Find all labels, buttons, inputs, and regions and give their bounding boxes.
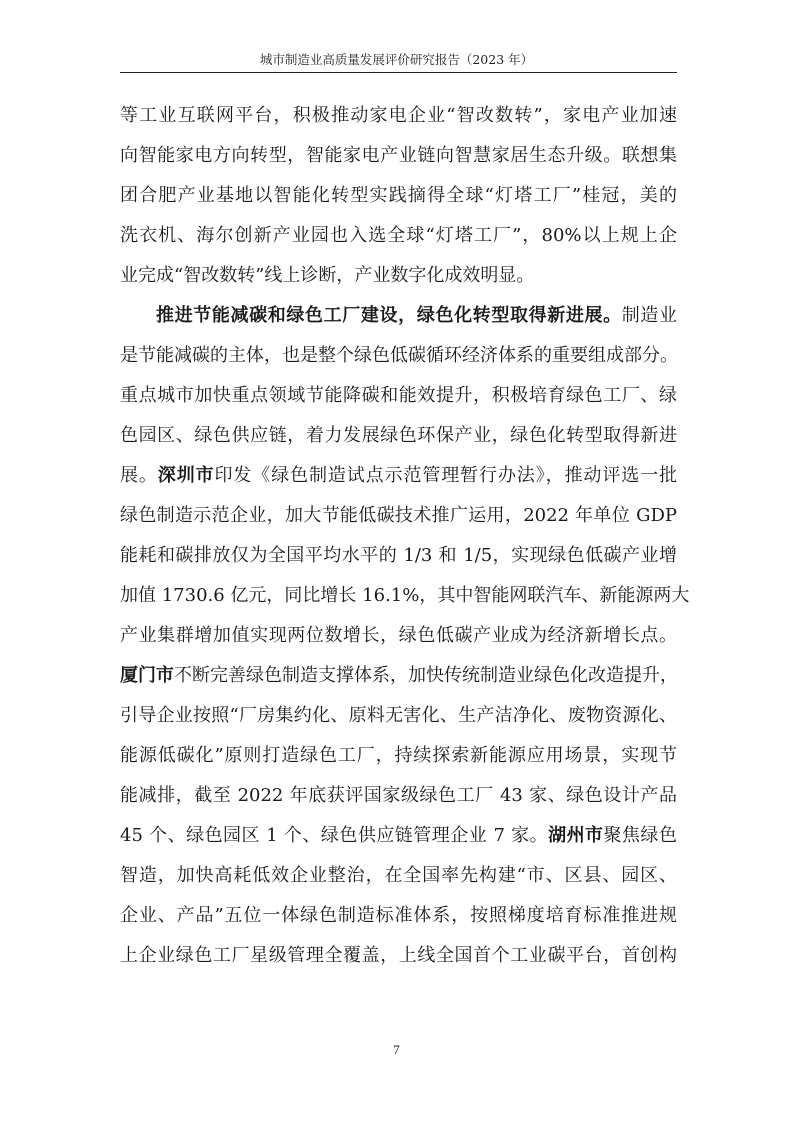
text-line xyxy=(120,416,677,456)
bold-phrase: 厦门市 xyxy=(120,665,174,686)
text-run: 印发《绿色制造试点示范管理暂行办法》，推动评选一批 xyxy=(214,465,678,486)
text-run: 重点城市加快重点领域节能降碳和能效提升，积极培育绿色工厂、绿 xyxy=(120,385,677,406)
text-run: 45 个、绿色园区 1 个、绿色供应链管理企业 7 家。 xyxy=(120,825,549,846)
text-line xyxy=(120,776,677,816)
text-run: 引导企业按照“厂房集约化、原料无害化、生产洁净化、废物资源化、 xyxy=(120,705,677,726)
text-run: 绿色制造示范企业，加大节能低碳技术推广运用，2022 年单位 GDP xyxy=(120,505,677,526)
text-line xyxy=(120,216,677,256)
bold-phrase: 深圳市 xyxy=(157,465,215,486)
text-line xyxy=(120,656,677,696)
running-header: 城市制造业高质量发展评价研究报告（2023 年） xyxy=(259,52,534,67)
text-line xyxy=(120,816,677,856)
text-run: 上企业绿色工厂星级管理全覆盖，上线全国首个工业碳平台，首创构 xyxy=(120,945,677,966)
text-run: 展。 xyxy=(120,465,158,486)
paragraph xyxy=(120,296,690,976)
text-line xyxy=(120,696,677,736)
text-run: 洗衣机、海尔创新产业园也入选全球“灯塔工厂”，80%以上规上企 xyxy=(120,225,677,246)
text-line xyxy=(120,176,677,216)
text-line xyxy=(120,576,690,616)
text-line xyxy=(120,136,677,176)
text-line xyxy=(120,936,677,976)
text-run: 能减排，截至 2022 年底获评国家级绿色工厂 43 家、绿色设计产品 xyxy=(120,785,677,806)
text-run: 制造业 xyxy=(621,305,678,326)
text-line xyxy=(120,616,677,656)
text-run: 能耗和碳排放仅为全国平均水平的 1/3 和 1/5，实现绿色低碳产业增 xyxy=(120,545,677,566)
text-run: 聚焦绿色 xyxy=(603,825,678,846)
bold-phrase: 推进节能减碳和绿色工厂建设，绿色化转型取得新进展。 xyxy=(156,305,622,326)
text-run: 产业集群增加值实现两位数增长，绿色低碳产业成为经济新增长点。 xyxy=(120,625,677,646)
text-run: 是节能减碳的主体，也是整个绿色低碳循环经济体系的重要组成部分。 xyxy=(120,345,678,366)
text-line xyxy=(120,736,677,776)
text-line xyxy=(120,896,677,936)
text-run: 等工业互联网平台，积极推动家电企业“智改数转”，家电产业加速 xyxy=(120,105,677,126)
bold-phrase: 湖州市 xyxy=(548,825,604,846)
text-line xyxy=(120,296,677,336)
paragraph xyxy=(120,96,677,296)
text-line xyxy=(120,256,677,296)
text-run: 企业、产品”五位一体绿色制造标准体系，按照梯度培育标准推进规 xyxy=(120,905,677,926)
text-line xyxy=(120,456,677,496)
body-text xyxy=(120,96,690,976)
text-run: 加值 1730.6 亿元，同比增长 16.1%，其中智能网联汽车、新能源两大 xyxy=(120,585,690,606)
text-line xyxy=(120,96,677,136)
text-run: 能源低碳化”原则打造绿色工厂，持续探索新能源应用场景，实现节 xyxy=(120,745,677,766)
text-line xyxy=(120,496,677,536)
text-line xyxy=(120,376,677,416)
text-line xyxy=(120,336,677,376)
text-run: 色园区、绿色供应链，着力发展绿色环保产业，绿色化转型取得新进 xyxy=(120,425,677,446)
text-line xyxy=(120,856,677,896)
header-rule xyxy=(120,72,677,73)
text-run: 团合肥产业基地以智能化转型实践摘得全球“灯塔工厂”桂冠，美的 xyxy=(120,185,677,206)
text-run: 向智能家电方向转型，智能家电产业链向智慧家居生态升级。联想集 xyxy=(120,145,677,166)
text-run: 不断完善绿色制造支撑体系，加快传统制造业绿色化改造提升， xyxy=(174,665,678,686)
text-line xyxy=(120,536,677,576)
text-run: 智造，加快高耗低效企业整治，在全国率先构建“市、区县、园区、 xyxy=(120,865,677,886)
page-number: 7 xyxy=(393,1042,400,1057)
text-run: 业完成“智改数转”线上诊断，产业数字化成效明显。 xyxy=(120,265,535,286)
